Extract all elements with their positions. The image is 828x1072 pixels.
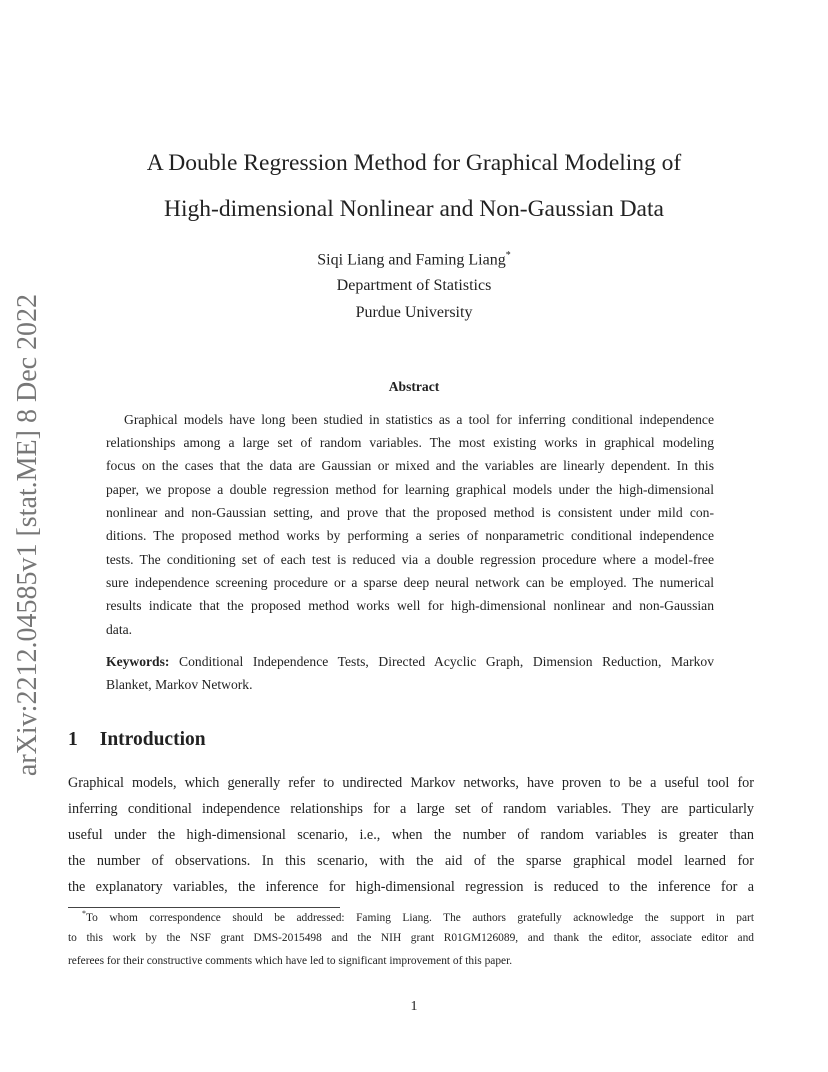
abstract-line: paper, we propose a double regression method for learning graphical models under the high-dimensional: [106, 482, 714, 497]
university: Purdue University: [355, 304, 473, 321]
abstract-line: nonlinear and non-Gaussian setting, and prove that the proposed method is consistent under mild con-: [106, 505, 714, 520]
footnote-line: referees for their constructive comments which have led to significant improvement of this paper.: [68, 955, 513, 967]
abstract-line: ditions. The proposed method works by performing a series of nonparametric conditional independence: [106, 528, 714, 543]
page-number: 1: [410, 999, 418, 1014]
abstract-line: sure independence screening procedure or a sparse deep neural network can be employed. The numerical: [106, 575, 714, 590]
abstract-heading: Abstract: [388, 379, 440, 394]
intro-line: Graphical models, which generally refer to undirected Markov networks, have proven to be a useful tool for: [68, 775, 754, 791]
keywords-line-1: [106, 654, 714, 670]
abstract-line: relationships among a large set of random variables. The most existing works in graphical modeling: [106, 435, 714, 450]
abstract-line: Graphical models have long been studied in statistics as a tool for inferring conditional independence: [124, 412, 714, 427]
keywords-line-2: Blanket, Markov Network.: [106, 677, 253, 692]
footnote-line: [82, 909, 754, 924]
keywords-text: Conditional Independence Tests, Directed Acyclic Graph, Dimension Reduction, Markov: [179, 654, 714, 669]
footnote-mark: *: [82, 909, 86, 918]
intro-line: useful under the high-dimensional scenario, i.e., when the number of random variables is greater than: [68, 827, 754, 843]
abstract-line: tests. The conditioning set of each test is reduced via a double regression procedure where a model-free: [106, 552, 714, 567]
abstract-line: data.: [106, 622, 133, 637]
keywords-label: Keywords:: [106, 654, 170, 669]
section-heading: [68, 729, 206, 751]
authors: [0, 250, 828, 269]
footnote-rule: [68, 907, 340, 908]
author-names: Siqi Liang and Faming Liang: [317, 251, 506, 269]
abstract-line: results indicate that the proposed method works well for high-dimensional nonlinear and non-Gaussian: [106, 598, 714, 613]
paper-title-line-2: High-dimensional Nonlinear and Non-Gaussian Data: [164, 196, 664, 222]
author-footnote-mark: *: [505, 250, 511, 261]
intro-line: the number of observations. In this scenario, with the aid of the sparse graphical model learned for: [68, 853, 754, 869]
intro-line: the explanatory variables, the inference for high-dimensional regression is reduced to the inference for a: [68, 879, 754, 895]
arxiv-side-stamp: arXiv:2212.04585v1 [stat.ME] 8 Dec 2022: [12, 293, 43, 777]
section-number: 1: [68, 729, 78, 750]
department: Department of Statistics: [336, 277, 492, 294]
intro-line: inferring conditional independence relationships for a large set of random variables. They are particularly: [68, 801, 754, 817]
footnote-line: to this work by the NSF grant DMS-2015498 and the NIH grant R01GM126089, and thank the editor, associate editor and: [68, 932, 754, 944]
abstract-line: focus on the cases that the data are Gaussian or mixed and the variables are linearly dependent. In this: [106, 458, 714, 473]
footnote-text: To whom correspondence should be addressed: Faming Liang. The authors gratefully acknowledge the support in part: [86, 911, 754, 924]
paper-title-line-1: A Double Regression Method for Graphical Modeling of: [146, 150, 682, 176]
section-title: Introduction: [99, 729, 206, 750]
